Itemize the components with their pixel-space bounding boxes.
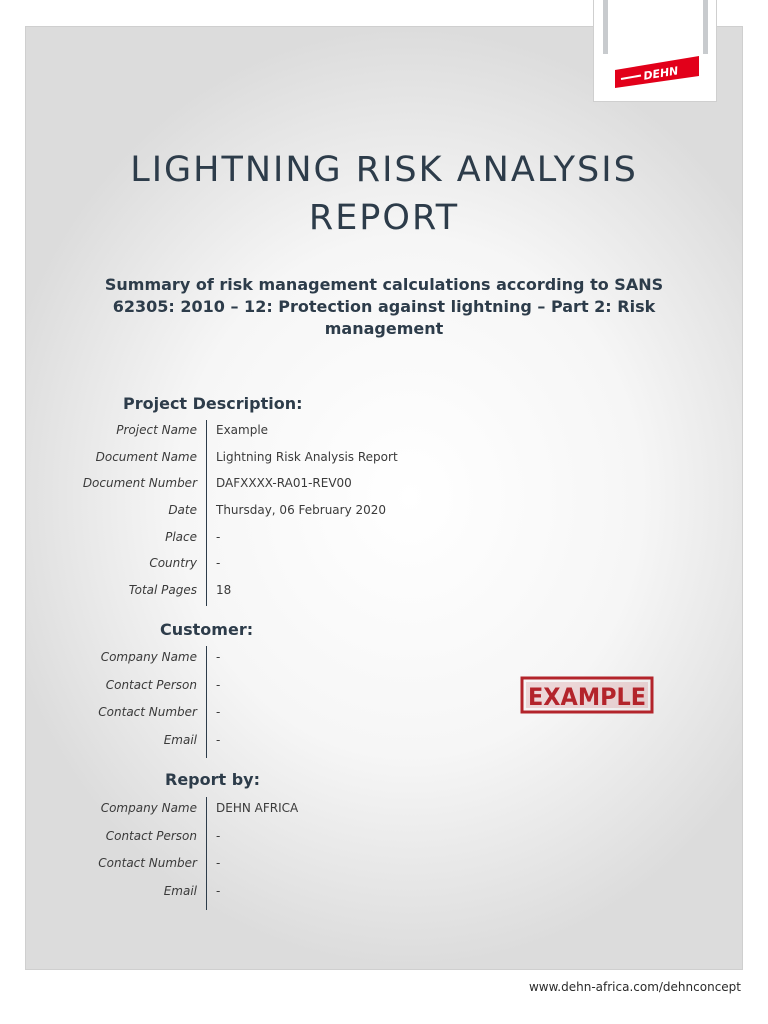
detail-value: -	[216, 732, 221, 747]
detail-value: Example	[216, 423, 269, 437]
detail-row	[0, 795, 768, 823]
detail-value: -	[216, 529, 221, 544]
detail-value: -	[216, 677, 221, 692]
detail-value: DEHN AFRICA	[216, 801, 299, 815]
detail-row	[0, 417, 768, 444]
detail-row	[0, 497, 768, 524]
detail-value: -	[216, 828, 221, 843]
detail-label: Contact Person	[105, 828, 197, 843]
detail-value: DAFXXXX-RA01-REV00	[216, 476, 352, 491]
detail-row	[0, 524, 768, 551]
dehn-logo	[611, 54, 703, 90]
detail-label: Country	[149, 556, 197, 571]
detail-label: Email	[163, 883, 197, 898]
detail-label: Document Name	[95, 449, 197, 464]
footer-url[interactable]: www.dehn-africa.com/dehnconcept	[528, 980, 741, 994]
detail-value: -	[216, 883, 221, 898]
detail-value: -	[216, 705, 221, 720]
report-by-heading: Report by:	[165, 770, 261, 789]
report-by-details	[0, 795, 768, 905]
report-subtitle: Summary of risk management calculations according to SANS 62305: 2010 – 12: Protection against lightning – Part 2: Risk management	[104, 275, 664, 338]
project-description-heading: Project Description:	[123, 394, 303, 413]
detail-label: Contact Number	[98, 856, 197, 871]
detail-value: Thursday, 06 February 2020	[216, 503, 387, 518]
detail-row	[0, 878, 768, 906]
logo-text: DEHN	[642, 64, 680, 83]
detail-label: Contact Person	[105, 677, 197, 692]
detail-value: 18	[216, 583, 232, 598]
customer-heading: Customer:	[160, 620, 254, 639]
detail-label: Project Name	[116, 423, 197, 437]
detail-row	[0, 550, 768, 577]
detail-row	[0, 823, 768, 851]
detail-row	[0, 727, 768, 755]
logo-bar-right	[703, 0, 708, 54]
logo-bar-left	[603, 0, 608, 54]
stamp-text: EXAMPLE	[528, 683, 646, 711]
detail-label: Contact Number	[98, 705, 197, 720]
detail-label: Email	[163, 732, 197, 747]
detail-label: Company Name	[100, 801, 197, 815]
detail-value: -	[216, 556, 221, 571]
detail-row	[0, 644, 768, 672]
report-title: LIGHTNING RISK ANALYSIS REPORT	[130, 150, 638, 238]
detail-label: Place	[165, 529, 197, 544]
detail-value: Lightning Risk Analysis Report	[216, 449, 398, 464]
detail-label: Total Pages	[128, 583, 197, 598]
detail-value: -	[216, 650, 221, 664]
detail-label: Document Number	[82, 476, 197, 491]
detail-row	[0, 444, 768, 471]
detail-value: -	[216, 856, 221, 871]
example-stamp	[520, 676, 654, 714]
detail-row	[0, 470, 768, 497]
detail-row	[0, 577, 768, 604]
detail-label: Date	[168, 503, 197, 518]
project-details	[0, 417, 768, 604]
detail-row	[0, 850, 768, 878]
detail-label: Company Name	[100, 650, 197, 664]
